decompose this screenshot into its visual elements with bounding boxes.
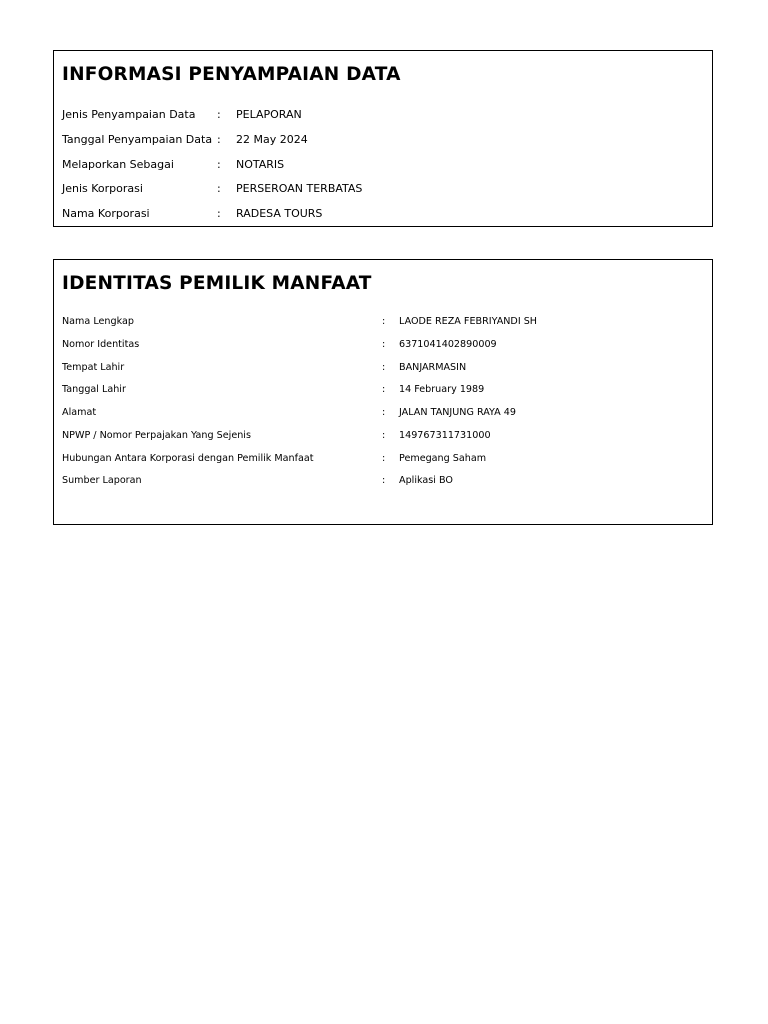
row-label: Tempat Lahir: [62, 362, 125, 373]
row-label: Nama Korporasi: [62, 207, 150, 220]
section-title: IDENTITAS PEMILIK MANFAAT: [62, 273, 372, 294]
owner-row-id-number: [62, 337, 704, 353]
row-label: Tanggal Penyampaian Data: [62, 133, 213, 146]
submission-info-section: [53, 50, 713, 227]
beneficial-owner-section: [53, 259, 713, 525]
row-value: 22 May 2024: [236, 133, 308, 146]
info-row-submission-date: [62, 132, 704, 148]
row-label: Hubungan Antara Korporasi dengan Pemilik Manfaat: [62, 453, 314, 464]
row-label: Jenis Korporasi: [62, 182, 143, 195]
row-separator: :: [217, 182, 221, 195]
row-label: Melaporkan Sebagai: [62, 158, 174, 171]
row-value: Aplikasi BO: [399, 475, 453, 486]
row-label: Tanggal Lahir: [62, 384, 126, 395]
row-separator: :: [382, 475, 386, 486]
owner-row-tax-number: [62, 428, 704, 444]
row-value: 149767311731000: [399, 430, 491, 441]
row-value: LAODE REZA FEBRIYANDI SH: [399, 316, 538, 327]
owner-row-full-name: [62, 314, 704, 330]
row-value: 14 February 1989: [399, 384, 485, 395]
row-label: Sumber Laporan: [62, 475, 142, 486]
row-value: BANJARMASIN: [399, 362, 467, 373]
owner-row-report-source: [62, 473, 704, 489]
info-row-submission-type: [62, 107, 704, 123]
row-value: Pemegang Saham: [399, 453, 487, 464]
row-separator: :: [382, 316, 386, 327]
row-separator: :: [217, 133, 221, 146]
row-label: Jenis Penyampaian Data: [62, 108, 196, 121]
row-separator: :: [382, 384, 386, 395]
row-value: PERSEROAN TERBATAS: [236, 182, 363, 195]
row-value: PELAPORAN: [236, 108, 302, 121]
owner-row-relationship: [62, 451, 704, 467]
row-separator: :: [217, 207, 221, 220]
row-separator: :: [382, 453, 386, 464]
row-separator: :: [382, 339, 386, 350]
row-separator: :: [382, 362, 386, 373]
row-separator: :: [217, 158, 221, 171]
owner-row-address: [62, 405, 704, 421]
info-row-corporation-type: [62, 181, 704, 197]
row-value: 6371041402890009: [399, 339, 497, 350]
row-separator: :: [382, 407, 386, 418]
row-label: NPWP / Nomor Perpajakan Yang Sejenis: [62, 430, 251, 441]
row-separator: :: [382, 430, 386, 441]
section-title: INFORMASI PENYAMPAIAN DATA: [62, 64, 401, 85]
info-row-reporter-role: [62, 157, 704, 173]
owner-row-birth-date: [62, 382, 704, 398]
info-row-corporation-name: [62, 206, 704, 222]
row-value: NOTARIS: [236, 158, 285, 171]
row-value: RADESA TOURS: [236, 207, 323, 220]
row-label: Alamat: [62, 407, 97, 418]
row-label: Nomor Identitas: [62, 339, 140, 350]
row-separator: :: [217, 108, 221, 121]
owner-row-birth-place: [62, 360, 704, 376]
row-label: Nama Lengkap: [62, 316, 134, 327]
row-value: JALAN TANJUNG RAYA 49: [399, 407, 516, 418]
